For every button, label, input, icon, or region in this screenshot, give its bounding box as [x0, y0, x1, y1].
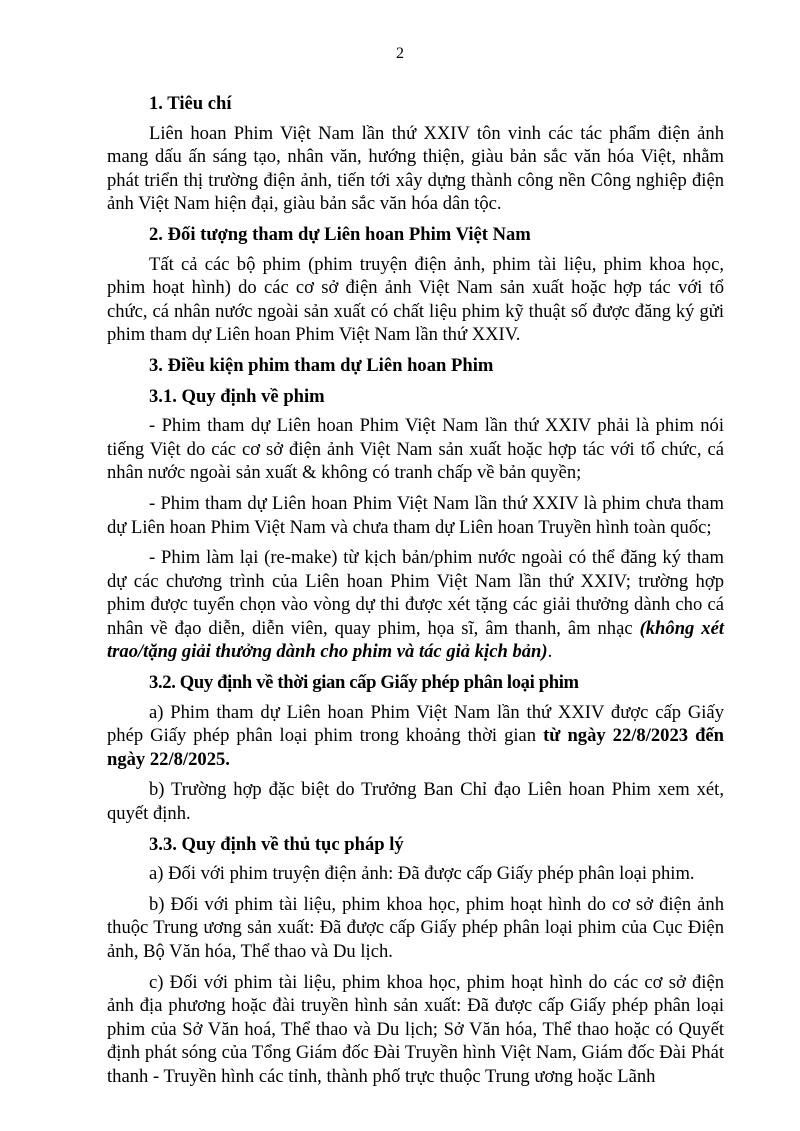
- paragraph-legal-b: b) Đối với phim tài liệu, phim khoa học, phim hoạt hình do cơ sở điện ảnh thuộc Trung ương sản xuất: Đã được cấp Giấy phép phân loại phim của Cục Điện ảnh, Bộ Văn hóa, Thể thao và Du lịch.: [107, 893, 724, 962]
- film-rule-3-text: - Phim làm lại (re-make) từ kịch bản/phim nước ngoài có thể đăng ký tham dự các chương trình của Liên hoan Phim Việt Nam lần thứ XXIV; trường hợp phim được tuyển chọn vào vòng dự thi được xét tặng các giải thưởng dành cho cá nhân về đạo diễn, diễn viên, quay phim, họa sĩ, âm thanh, âm nhạc: [107, 547, 724, 639]
- heading-3-1-film-rules: 3.1. Quy định về phim: [149, 385, 325, 407]
- film-rule-3-emphasis: (không xét trao/tặng giải thưởng dành cho phim và tác giả kịch bản): [107, 617, 724, 663]
- heading-1-criteria: 1. Tiêu chí: [149, 93, 232, 114]
- heading-3-conditions: 3. Điều kiện phim tham dự Liên hoan Phim: [149, 354, 494, 376]
- heading-3-3-legal-procedure: 3.3. Quy định về thủ tục pháp lý: [149, 833, 404, 855]
- paragraph-license-time-b: b) Trường hợp đặc biệt do Trưởng Ban Chỉ đạo Liên hoan Phim xem xét, quyết định.: [107, 779, 724, 825]
- paragraph-legal-a: a) Đối với phim truyện điện ảnh: Đã được cấp Giấy phép phân loại phim.: [149, 863, 695, 885]
- paragraph-film-rule-1: - Phim tham dự Liên hoan Phim Việt Nam lần thứ XXIV phải là phim nói tiếng Việt do các cơ sở điện ảnh Việt Nam sản xuất hoặc hợp tác với tổ chức, cá nhân nước ngoài sản xuất & không có tranh chấp về bản quyền;: [107, 415, 724, 484]
- paragraph-criteria: Liên hoan Phim Việt Nam lần thứ XXIV tôn vinh các tác phẩm điện ảnh mang dấu ấn sáng tạo, nhân văn, hướng thiện, giàu bản sắc văn hóa Việt, nhằm phát triển thị trường điện ảnh, tiến tới xây dựng thành công nền Công nghiệp điện ảnh Việt Nam hiện đại, giàu bản sắc văn hóa dân tộc.: [107, 122, 724, 215]
- paragraph-license-time-a: [107, 701, 724, 772]
- film-rule-3-end: .: [547, 641, 553, 663]
- page-number: 2: [396, 45, 404, 62]
- paragraph-legal-c: c) Đối với phim tài liệu, phim khoa học, phim hoạt hình do các cơ sở điện ảnh địa phương hoặc đài truyền hình sản xuất: Đã được cấp Giấy phép phân loại phim của Sở Văn hoá, Thể thao và Du lịch; Sở Văn hóa, Thể thao hoặc có Quyết định phát sóng của Tổng Giám đốc Đài Truyền hình Việt Nam, Giám đốc Đài Phát thanh - Truyền hình các tỉnh, thành phố trực thuộc Trung ương hoặc Lãnh: [107, 971, 724, 1087]
- paragraph-film-rule-2: - Phim tham dự Liên hoan Phim Việt Nam lần thứ XXIV là phim chưa tham dự Liên hoan Phim Việt Nam và chưa tham dự Liên hoan Truyền hình toàn quốc;: [107, 492, 724, 538]
- heading-3-2-license-time: 3.2. Quy định về thời gian cấp Giấy phép phân loại phim: [149, 672, 579, 694]
- paragraph-film-rule-3: [107, 546, 724, 664]
- license-time-a-dates: từ ngày 22/8/2023 đến ngày 22/8/2025.: [107, 725, 725, 770]
- paragraph-participants: Tất cả các bộ phim (phim truyện điện ảnh, phim tài liệu, phim khoa học, phim hoạt hình) do các cơ sở điện ảnh Việt Nam sản xuất hoặc hợp tác với tổ chức, cá nhân nước ngoài sản xuất có chất liệu phim kỹ thuật số được đăng ký gửi phim tham dự Liên hoan Phim Việt Nam lần thứ XXIV.: [107, 253, 724, 346]
- heading-2-participants: 2. Đối tượng tham dự Liên hoan Phim Việt Nam: [149, 223, 531, 245]
- license-time-a-text: a) Phim tham dự Liên hoan Phim Việt Nam lần thứ XXIV được cấp Giấy phép Giấy phép phân loại phim trong khoảng thời gian: [107, 701, 724, 747]
- document-body: [107, 92, 724, 1089]
